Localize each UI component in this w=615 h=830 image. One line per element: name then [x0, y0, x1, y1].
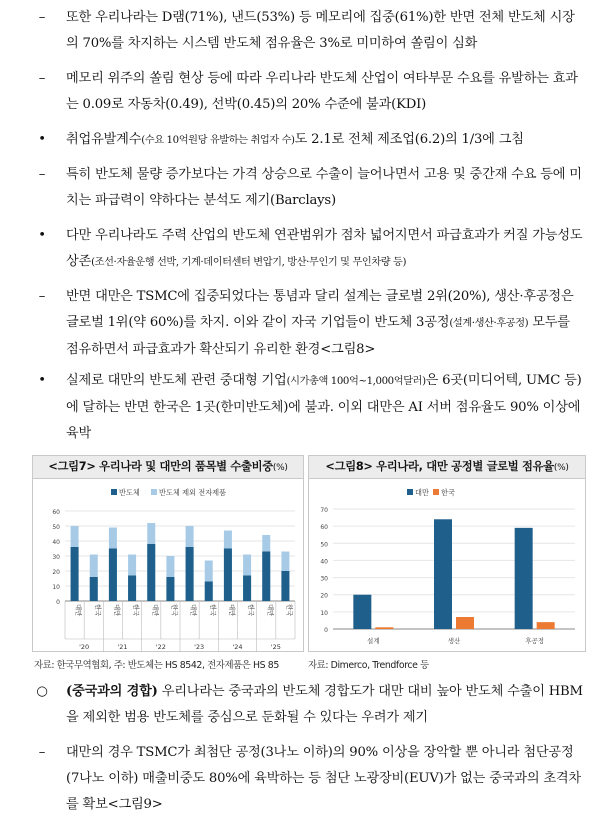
paragraph-3: [38, 127, 586, 154]
y-tick-label: 0: [324, 627, 328, 634]
dash-marker: –: [38, 10, 46, 25]
paragraph-text: 대만의 경우 TSMC가 최첨단 공정(3나노 이하)의 90% 이상을 장악할 뿐 아니라 첨단공정(7나노 이하) 매출비중도 80%에 육박하는 등 첨단 노광장비(EUV)가 없는 중국과의 초격차를 확보<그림9>: [66, 745, 581, 812]
paragraph-7: [38, 368, 586, 447]
x-tick-label: 대만: [227, 604, 235, 617]
bar-semiconductor: [109, 549, 117, 602]
year-label: '22: [155, 643, 166, 651]
legend-swatch: [407, 489, 413, 495]
y-tick-label: 30: [52, 554, 60, 561]
paragraph-text: 취업유발계수: [66, 132, 142, 147]
figure-7-unit: (%): [272, 463, 288, 473]
paragraph-text: 또한 우리나라는 D램(71%), 낸드(53%) 등 메모리에 집중(61%)한 반면 전체 반도체 시장의 70%를 차지하는 시스템 반도체 점유율은 3%로 미미하여 쏠림이 심화: [66, 10, 575, 51]
paragraph-text: 실제로 대만의 반도체 관련 중대형 기업: [66, 373, 287, 388]
bar-korea: [456, 617, 474, 629]
bar-taiwan: [353, 595, 371, 629]
figure-7-source: 자료: 한국무역협회, 주: 반도체는 HS 8542, 전자제품은 HS 85: [34, 660, 279, 671]
bar-semiconductor: [90, 577, 98, 601]
dash-marker: –: [38, 167, 46, 182]
paragraph-text: 특히 반도체 물량 증가보다는 가격 상승으로 수출이 늘어나면서 고용 및 중간재 수요 등에 미치는 파급력이 약하다는 분석도 제기(Barclays): [66, 167, 582, 208]
y-tick-label: 50: [320, 541, 328, 549]
x-tick-label: 한국: [247, 604, 255, 617]
x-tick-label: 한국: [208, 604, 216, 617]
bar-semiconductor: [205, 582, 213, 602]
paragraph-6: [38, 284, 586, 363]
bar-semiconductor: [186, 547, 194, 601]
figure-8-chart: [309, 478, 587, 652]
paragraph-note: (시가총액 100억~1,000억달러): [286, 376, 426, 387]
y-tick-label: 20: [320, 592, 328, 600]
bullet-marker: •: [38, 373, 46, 388]
paragraph-text: 우리나라는 중국과의 반도체 경합도가 대만 대비 높아 반도체 수출이 HBM을 제외한 범용 반도체를 중심으로 둔화될 수 있다는 우려가 제기: [66, 684, 583, 725]
y-tick-label: 60: [320, 524, 328, 532]
bar-semiconductor: [71, 547, 79, 601]
dash-marker: –: [38, 71, 46, 86]
paragraph-8: [36, 679, 586, 731]
x-tick-label: 한국: [285, 604, 293, 617]
year-label: '25: [270, 643, 281, 651]
section-heading: (중국과의 경합): [66, 684, 158, 699]
paragraph-text: 은 6곳(미디어텍, UMC 등)에 달하는 반면 한국은 1곳(한미반도체)에 불과. 이외 대만은 AI 서버 점유율도 90% 이상에 육박: [66, 373, 582, 441]
legend-swatch: [433, 489, 439, 495]
x-tick-label: 대만: [151, 604, 159, 617]
bar-semiconductor: [281, 571, 289, 601]
y-tick-label: 60: [52, 509, 60, 516]
x-tick-label: 한국: [93, 604, 101, 617]
x-tick-label: 설계: [367, 637, 380, 645]
figure-7-title: <그림7> 우리나라 및 대만의 품목별 수출비중(%): [33, 456, 303, 479]
x-tick-label: 생산: [447, 637, 461, 645]
figure-8-source: 자료: Dimerco, Trendforce 등: [308, 660, 429, 671]
paragraph-text: 반면 대만은 TSMC에 집중되었다는 통념과 달리 설계는 글로벌 2위(20%), 생산·후공정은 글로벌 1위(약 60%)를 차지. 이와 같이 자국 기업들이 반도체 3공정: [66, 289, 574, 330]
bar-semiconductor: [224, 549, 232, 602]
paragraph-text: 모두를 점유하면서 파급효과가 확산되기 유리한 환경<그림8>: [66, 315, 570, 357]
y-tick-label: 50: [52, 524, 60, 531]
legend-swatch: [151, 489, 157, 495]
y-tick-label: 10: [320, 609, 328, 617]
legend-label: 대만: [415, 488, 429, 497]
x-tick-label: 한국: [170, 604, 178, 617]
y-tick-label: 40: [52, 539, 60, 546]
bar-semiconductor: [147, 544, 155, 601]
paragraph-2: [38, 66, 586, 118]
paragraph-1: [38, 5, 586, 57]
paragraph-5: [38, 223, 586, 276]
paragraph-4: [38, 162, 586, 214]
circle-marker: ○: [36, 684, 48, 699]
bar-semiconductor: [262, 552, 270, 602]
y-tick-label: 30: [320, 575, 328, 583]
legend-label: 반도체 제외 전자제품: [159, 488, 227, 497]
paragraph-note: (조선·자율운행 선박, 기계·데이터센터 변압기, 방산·무인기 및 무인차량 등): [91, 257, 407, 268]
bar-taiwan: [434, 519, 452, 629]
x-tick-label: 대만: [112, 604, 120, 617]
bullet-marker: •: [38, 132, 46, 147]
figure-7: [32, 455, 304, 652]
paragraph-text: 다만 우리나라도 주력 산업의 반도체 연관범위가 점차 넓어지면서 파급효과가 커질 가능성도 상존: [66, 228, 583, 269]
dash-marker: –: [38, 745, 46, 760]
x-tick-label: 대만: [266, 604, 274, 617]
y-tick-label: 0: [56, 599, 60, 606]
legend-label: 반도체: [119, 488, 140, 497]
x-tick-label: 한국: [132, 604, 140, 617]
bar-taiwan: [515, 528, 533, 629]
x-tick-label: 대만: [74, 604, 82, 617]
year-label: '24: [232, 643, 243, 651]
bar-semiconductor: [128, 576, 136, 602]
y-tick-label: 20: [52, 569, 60, 576]
paragraph-text: 메모리 위주의 쏠림 현상 등에 따라 우리나라 반도체 산업이 여타부문 수요를 유발하는 효과는 0.09로 자동차(0.49), 선박(0.45)의 20% 수준에 불과(KDI): [66, 71, 578, 112]
y-tick-label: 10: [52, 584, 60, 591]
x-tick-label: 후공정: [525, 637, 545, 645]
figure-8-unit: (%): [553, 463, 569, 473]
figure-8: [308, 455, 586, 652]
figure-8-title: <그림8> 우리나라, 대만 공정별 글로벌 점유율(%): [309, 456, 585, 479]
legend-swatch: [111, 489, 117, 495]
y-tick-label: 40: [320, 558, 328, 566]
paragraph-note: (설계·생산·후공정): [449, 318, 529, 329]
bar-korea: [537, 622, 555, 629]
bar-korea: [375, 627, 393, 629]
x-tick-label: 대만: [189, 604, 197, 617]
dash-marker: –: [38, 289, 46, 304]
bar-semiconductor: [166, 577, 174, 601]
year-label: '23: [194, 643, 205, 651]
year-label: '20: [79, 643, 90, 651]
bullet-marker: •: [38, 228, 46, 243]
y-tick-label: 70: [320, 507, 328, 514]
paragraph-9: [38, 740, 586, 818]
figure-7-chart: [33, 478, 305, 652]
bar-semiconductor: [243, 576, 251, 602]
paragraph-text: 도 2.1로 전체 제조업(6.2)의 1/3에 그침: [294, 132, 524, 147]
year-label: '21: [117, 643, 128, 651]
legend-label: 한국: [441, 488, 455, 497]
paragraph-note: (수요 10억원당 유발하는 취업자 수): [141, 135, 295, 146]
